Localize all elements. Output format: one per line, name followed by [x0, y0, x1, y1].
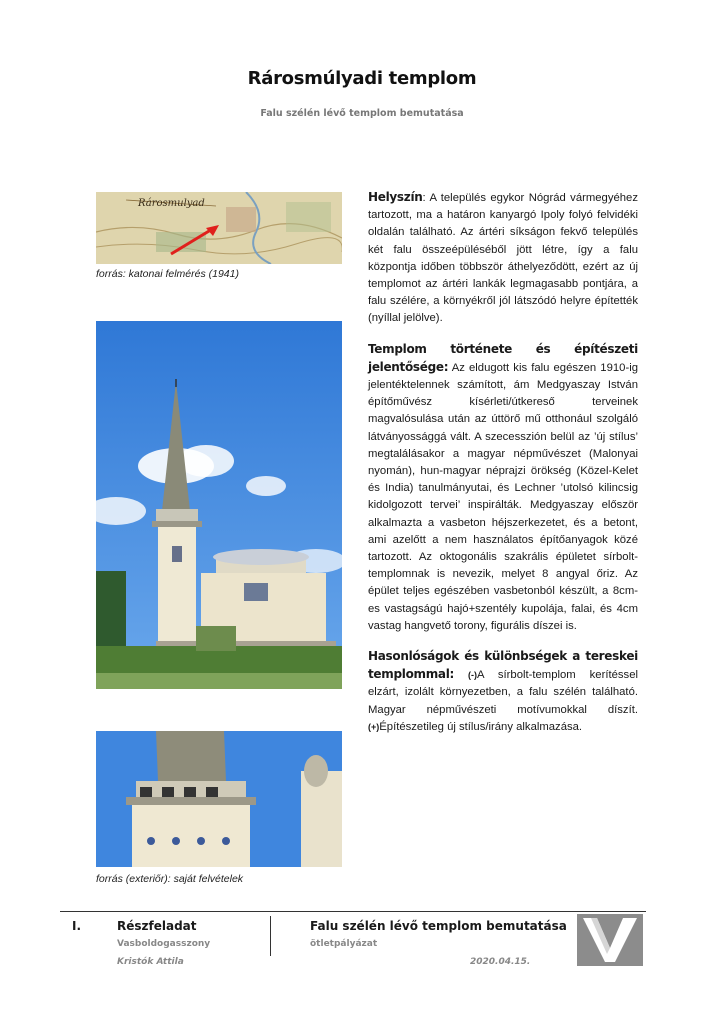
photo-caption: forrás (exteriőr): saját felvételek: [96, 873, 244, 885]
page-title: Rárosmúlyadi templom: [247, 68, 477, 89]
history-heading: Templom története és építészeti jelentősége:: [368, 341, 638, 374]
comparison-paragraph: [368, 648, 638, 736]
comparison-body-1: A sírbolt-templom kerítéssel elzárt, izolált környezetben, a falu szélén található. Magyar népművészeti motívumokkal díszít.: [368, 669, 638, 716]
v-logo-icon: [577, 914, 643, 966]
map-label: Rárosmulyad: [138, 198, 205, 209]
footer-rule: [60, 911, 646, 912]
map-caption: forrás: katonai felmérés (1941): [96, 268, 239, 280]
military-map-image: [96, 192, 342, 264]
footer-subtitle: ötletpályázat: [310, 939, 378, 949]
footer-title: Falu szélén lévő templom bemutatása: [310, 919, 567, 933]
comparison-heading: Hasonlóságok és különbségek a tereskei templommal:: [368, 649, 638, 682]
plus-marker: (+): [368, 721, 380, 732]
footer-divider: [270, 916, 271, 956]
location-heading: Helyszín: [368, 190, 423, 204]
location-sep: :: [422, 192, 426, 204]
page-subtitle: Falu szélén lévő templom bemutatása: [260, 108, 464, 119]
minus-marker: (-): [468, 670, 477, 681]
footer-location: Vasboldogasszony: [117, 939, 211, 949]
location-paragraph: [368, 189, 638, 328]
history-paragraph: [368, 341, 638, 635]
footer-label: Részfeladat: [117, 919, 197, 933]
location-body: A település egykor Nógrád vármegyéhez tartozott, ma a határon kanyargó Ipoly folyó felvidéki oldalán található. Az ártéri síkságon fekvő település két falu összeépüléséből jött létre, így a falu központja időben többször áthelyeződött, ezért az új templomot az ártéri lankák legmagasabb pontjára, a falu szélére, a környékről jól látszódó helyre építették (nyíllal jelölve).: [368, 192, 638, 325]
comparison-body-2: Építészetileg új stílus/irány alkalmazása.: [379, 720, 583, 733]
footer-date: 2020.04.15.: [470, 957, 531, 967]
footer-number: I.: [72, 919, 82, 933]
history-body: Az eldugott kis falu egészen 1910-ig jelentéktelennek számított, ám Medgyaszay István építőművész kísérleti/útkereső terveinek magvalósulása után az úttörő mű otthonául szolgáló látványossággá vált. A szecesszión belül az ’új stílus’ megtalálásakor a magyar népművészet (Malonyai nyomán), hun-magyar néprajzi örökség (Közel-Kelet és India) tanulmányutai, és Lechner ’utolsó kilincsig kidolgozott tervei’ inspirálták. Medgyaszay először alkalmazta a vasbeton héjszerkezetet, és a betont, ami azelőtt a nem használatos építőanyagok közé tartozott. Az oktogonális szakrális épületet sírbolt-templomnak is nevezik, melyet 8 angyal őriz. Az épület teljes egészében vasbetonból készült, a 8cm-es vastagságú hajó+szentély kupolája, falai, és 4cm vastag hangvető torony, figurális díszei is.: [368, 361, 638, 632]
church-photo: [96, 321, 342, 689]
text-column: [368, 189, 638, 749]
tower-detail-photo: [96, 731, 342, 867]
footer-author: Kristók Attila: [117, 957, 184, 967]
